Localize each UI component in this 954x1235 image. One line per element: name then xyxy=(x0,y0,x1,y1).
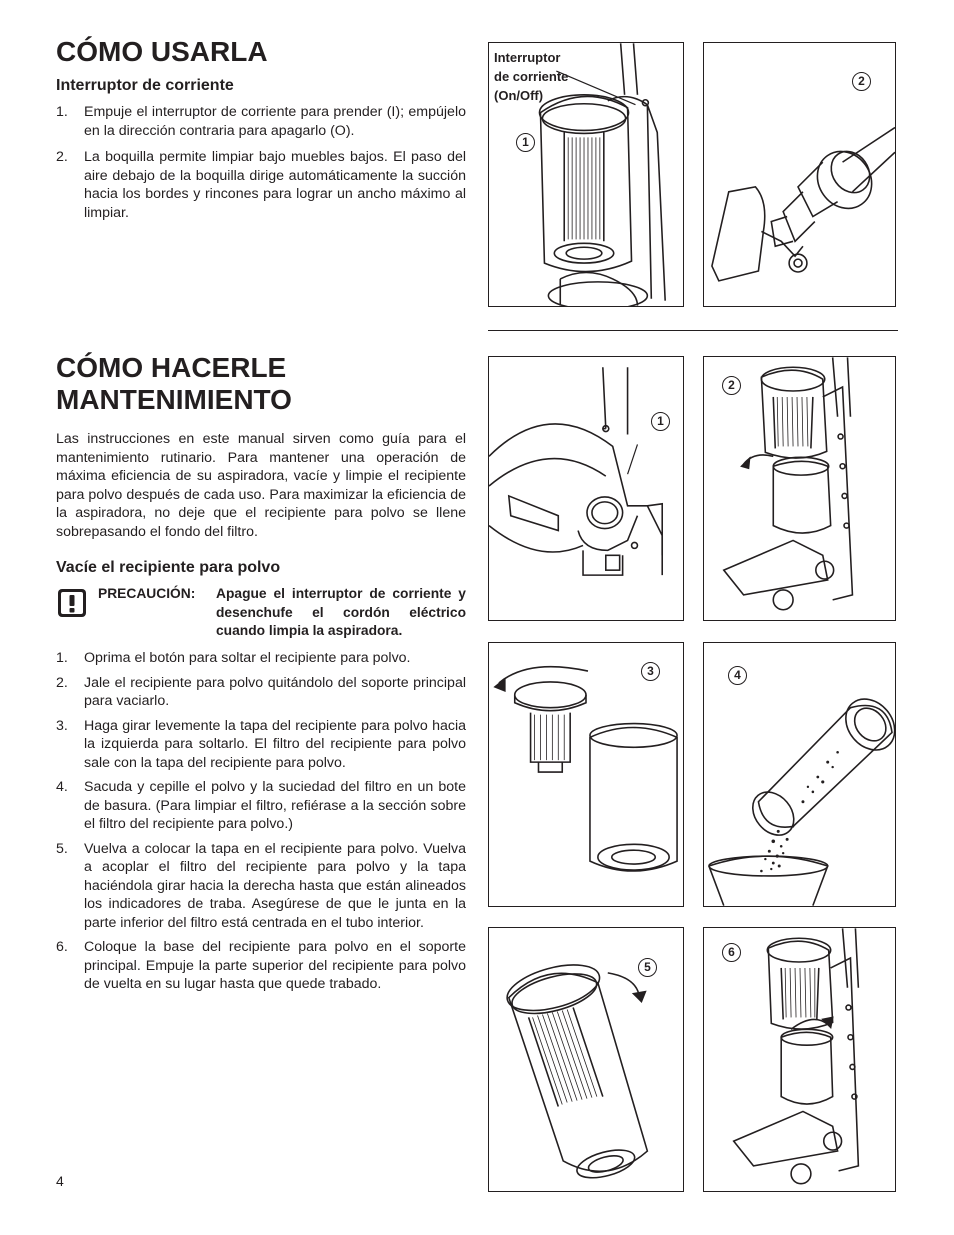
list-item: 1. Oprima el botón para soltar el recipiente para polvo. xyxy=(56,650,411,666)
list-item: 1. Empuje el interruptor de corriente para prender (I); empújelo en la dirección contraria para apagarlo (O). xyxy=(56,104,466,139)
subtitle-empty-dust-cup: Vacíe el recipiente para polvo xyxy=(56,559,281,576)
figure-maint-1 xyxy=(488,356,684,621)
caution-text: Apague el interruptor de corriente y desenchufe el cordón eléctrico cuando limpia la aspiradora. xyxy=(216,586,466,638)
step-badge: 5 xyxy=(638,958,657,977)
figure-maint-5 xyxy=(488,927,684,1192)
twist-lid-filter-illustration xyxy=(489,643,683,906)
figure-maint-3 xyxy=(488,642,684,907)
use-steps-list xyxy=(56,103,466,222)
caution-icon xyxy=(57,588,87,618)
list-item: 2. Jale el recipiente para polvo quitándolo del soporte principal para vaciarlo. xyxy=(56,674,466,709)
list-item: 5. Vuelva a colocar la tapa en el recipiente para polvo. Vuelva a acoplar el filtro del recipiente para polvo y la tapa haciéndola girar hacia la derecha hasta que están alineados los indicadores de traba. Asegúrese de que le junta en la parte inferior del filtro está centrada en el tubo interior. xyxy=(56,840,466,931)
section-divider xyxy=(488,330,898,331)
step-badge: 6 xyxy=(722,943,741,962)
maintenance-steps-list xyxy=(56,649,466,994)
subtitle-power-switch: Interruptor de corriente xyxy=(56,77,234,94)
step-badge: 1 xyxy=(651,412,670,431)
power-switch-callout: Interruptor de corriente (On/Off) xyxy=(494,50,569,103)
figure-use-1 xyxy=(488,42,684,307)
list-item: 6. Coloque la base del recipiente para polvo en el soporte principal. Empuje la parte superior del recipiente para polvo de vuelta en su lugar hasta que quede trabado. xyxy=(56,939,466,992)
figure-use-2 xyxy=(703,42,896,307)
step-badge: 4 xyxy=(728,666,747,685)
maintenance-intro: Las instrucciones en este manual sirven como guía para el mantenimiento rutinario. Para mantener una operación de máxima eficiencia de su aspiradora, vacíe y limpie el recipiente para polvo después de cada uso. Para maximizar la eficiencia de la aspiradora, no deje que el recipiente para polvo se llene sobrepasando el fondo del filtro. xyxy=(56,431,466,540)
figure-maint-4 xyxy=(703,642,896,907)
list-item: 2. La boquilla permite limpiar bajo muebles bajos. El paso del aire debajo de la boquilla dirige automáticamente la succión hacia los bordes y rincones para lograr un ancho máximo al limpiar. xyxy=(56,149,466,221)
reinstall-dust-cup-illustration xyxy=(704,928,895,1191)
section-title-maintenance: CÓMO HACERLE MANTENIMIENTO xyxy=(56,352,292,415)
step-badge: 2 xyxy=(722,376,741,395)
caution-label: PRECAUCIÓN: xyxy=(98,586,196,601)
figure-maint-2 xyxy=(703,356,896,621)
figure-maint-6 xyxy=(703,927,896,1192)
caution-notice xyxy=(98,585,466,641)
section-title-use: CÓMO USARLA xyxy=(56,36,268,67)
page-number: 4 xyxy=(56,1173,64,1189)
step-badge: 2 xyxy=(852,72,871,91)
list-item: 4. Sacuda y cepille el polvo y la suciedad del filtro en un bote de basura. (Para limpiar el filtro, refiérase a la sección sobre el filtro del recipiente para polvo.) xyxy=(56,779,466,832)
list-item: 3. Haga girar levemente la tapa del recipiente para polvo hacia la izquierda para soltarlo. El filtro del recipiente para polvo sale con la tapa del recipiente para polvo. xyxy=(56,717,466,771)
dust-cup-release-button-illustration xyxy=(489,357,683,620)
step-badge: 3 xyxy=(641,662,660,681)
step-badge: 1 xyxy=(516,133,535,152)
remove-dust-cup-illustration xyxy=(704,357,895,620)
